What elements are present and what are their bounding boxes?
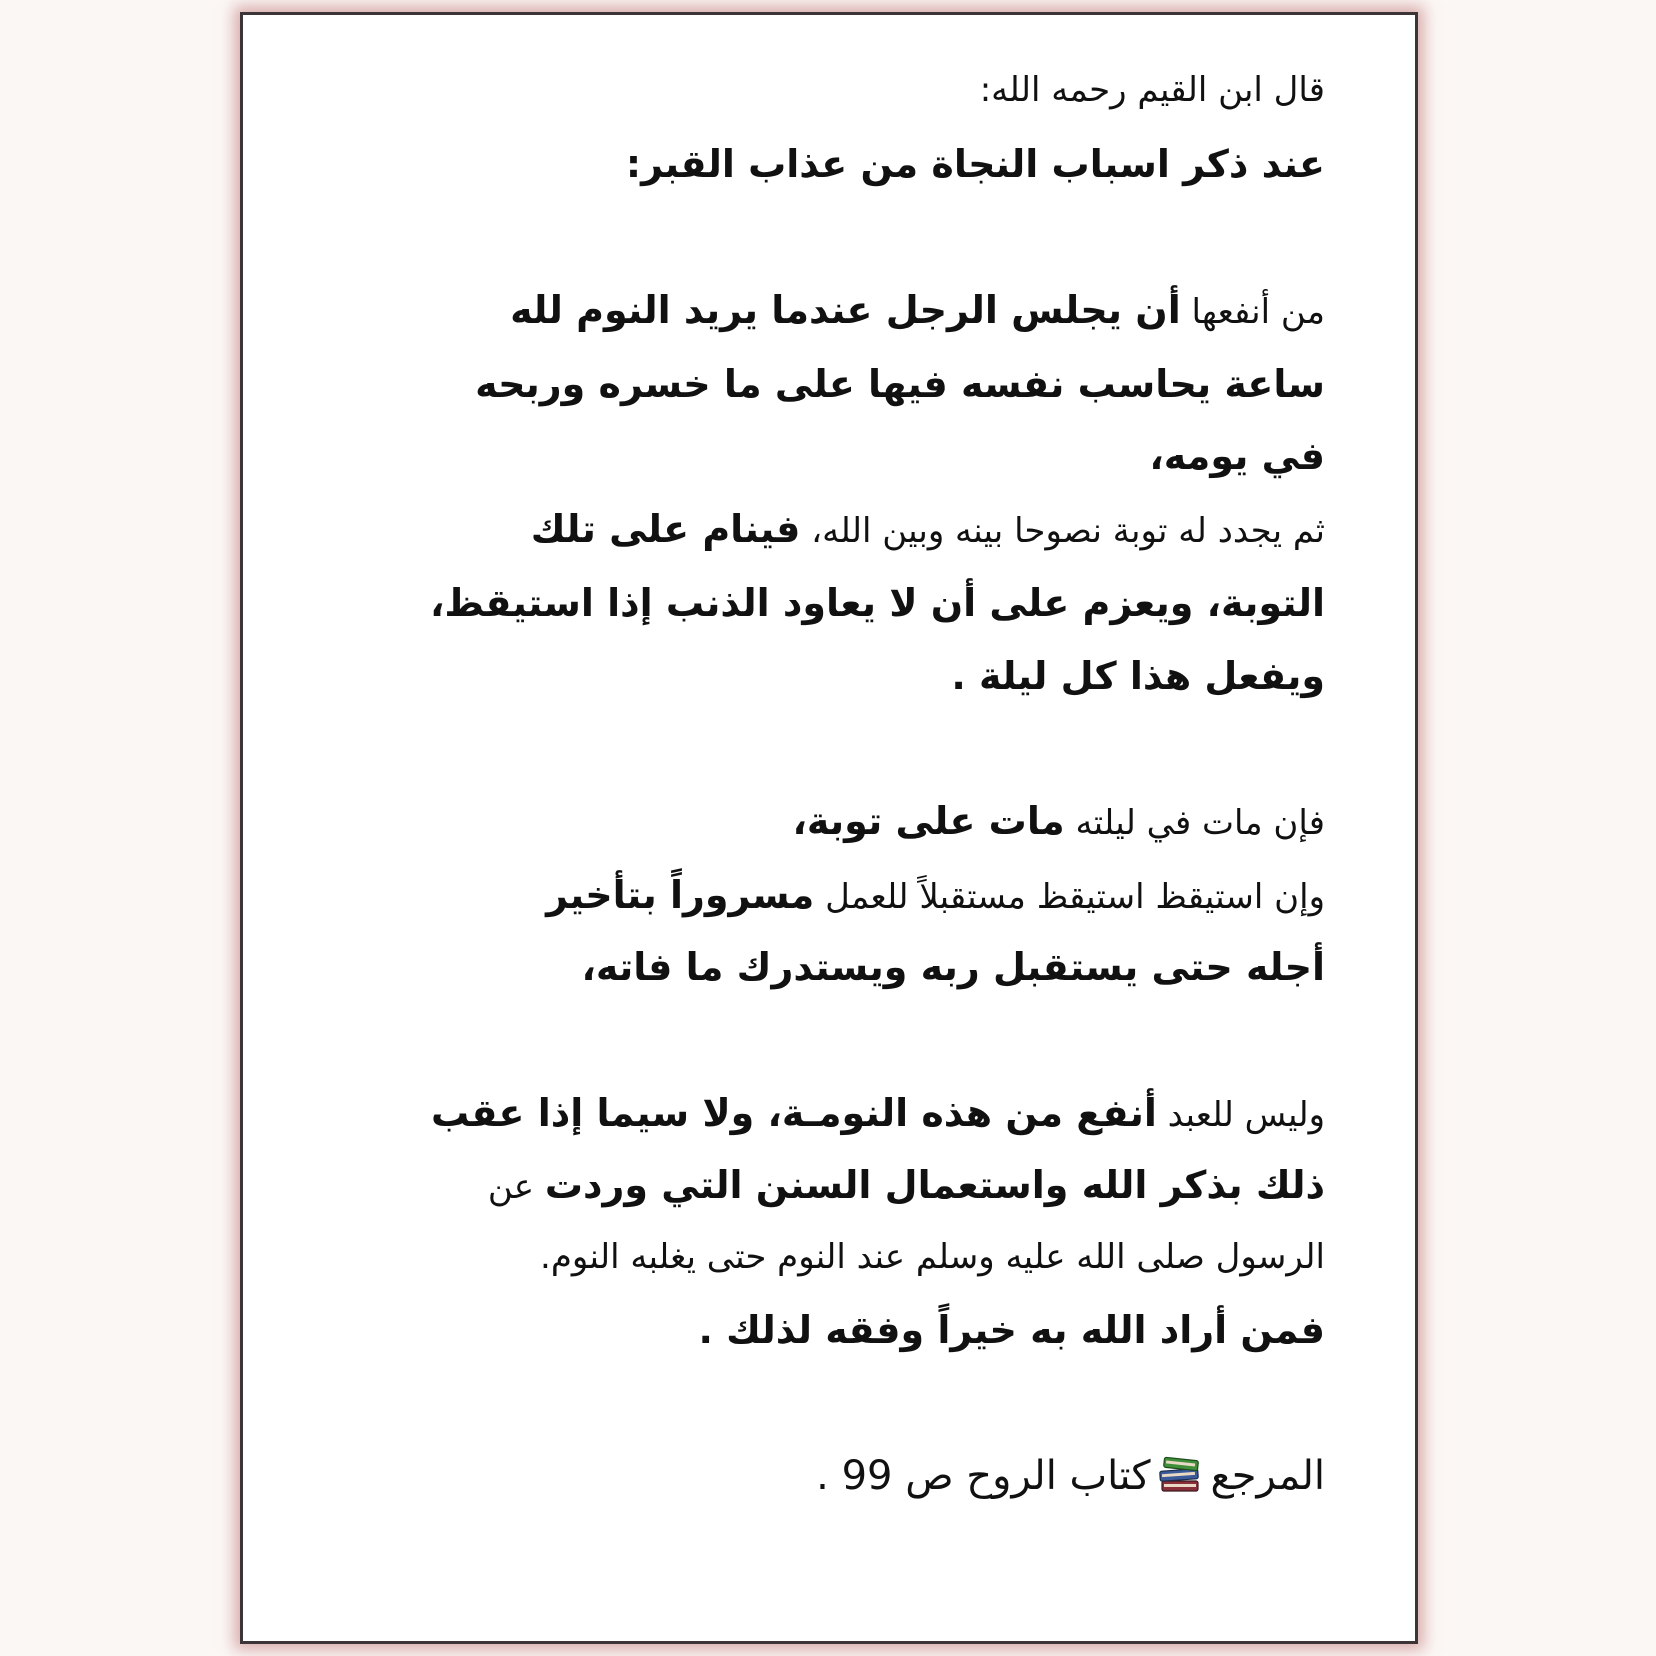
- para3-line2: [546, 873, 1325, 917]
- para3-line1: [792, 799, 1325, 843]
- para2-line2: [430, 581, 1325, 625]
- para3-line2-normal: وإن استيقظ استيقظ مستقبلاً للعمل: [814, 877, 1325, 917]
- para2-line1-bold: فينام على تلك: [530, 507, 801, 551]
- para1-line1-normal: من أنفعها: [1180, 292, 1325, 332]
- para4-line1: [431, 1091, 1325, 1135]
- para4-line2: [488, 1163, 1325, 1207]
- para4-line2-bold: ذلك بذكر الله واستعمال السنن التي وردت: [544, 1163, 1325, 1207]
- para2-line1: [531, 507, 1325, 551]
- para2-line3: [951, 654, 1325, 698]
- heading-text: عند ذكر اسباب النجاة من عذاب القبر:: [625, 142, 1325, 186]
- para1-line2-text: ساعة يحاسب نفسه فيها على ما خسره وربحه: [475, 362, 1325, 406]
- para1-line3: [1149, 434, 1325, 478]
- para3-line2-bold: مسروراً بتأخير: [546, 873, 815, 917]
- para3-line1-normal: فإن مات في ليلته: [1064, 803, 1325, 843]
- attribution-text: قال ابن القيم رحمه الله:: [979, 70, 1325, 110]
- para3-line3-text: أجله حتى يستقبل ربه ويستدرك ما فاته،: [581, 945, 1325, 989]
- para4-line4: [698, 1308, 1325, 1352]
- para2-line1-normal: ثم يجدد له توبة نصوحا بينه وبين الله،: [800, 511, 1325, 551]
- para2-line3-text: ويفعل هذا كل ليلة .: [951, 654, 1325, 698]
- reference-text: كتاب الروح ص 99 .: [816, 1453, 1151, 1499]
- para4-line1-normal: وليس للعبد: [1156, 1095, 1325, 1135]
- para4-line4-text: فمن أراد الله به خيراً وفقه لذلك .: [698, 1308, 1325, 1352]
- heading-line: [626, 142, 1325, 186]
- para1-line3-text: في يومه،: [1149, 434, 1325, 478]
- para1-line1: [510, 288, 1325, 332]
- para3-line3: [581, 945, 1325, 989]
- para1-line2: [475, 362, 1325, 406]
- reference-line: [816, 1453, 1325, 1499]
- reference-label: المرجع: [1210, 1453, 1325, 1499]
- quote-card: [240, 12, 1418, 1644]
- attribution-line: [980, 70, 1325, 110]
- books-icon: [1158, 1455, 1202, 1495]
- para4-line2-normal: عن: [487, 1167, 545, 1207]
- para3-line1-bold: مات على توبة،: [792, 799, 1065, 843]
- para4-line3: [540, 1237, 1325, 1277]
- para2-line2-text: التوبة، ويعزم على أن لا يعاود الذنب إذا استيقظ،: [429, 581, 1325, 625]
- para1-line1-bold: أن يجلس الرجل عندما يريد النوم لله: [510, 288, 1181, 332]
- para4-line1-bold: أنفع من هذه النومـة، ولا سيما إذا عقب: [430, 1091, 1157, 1135]
- para4-line3-text: الرسول صلى الله عليه وسلم عند النوم حتى يغلبه النوم.: [540, 1237, 1325, 1277]
